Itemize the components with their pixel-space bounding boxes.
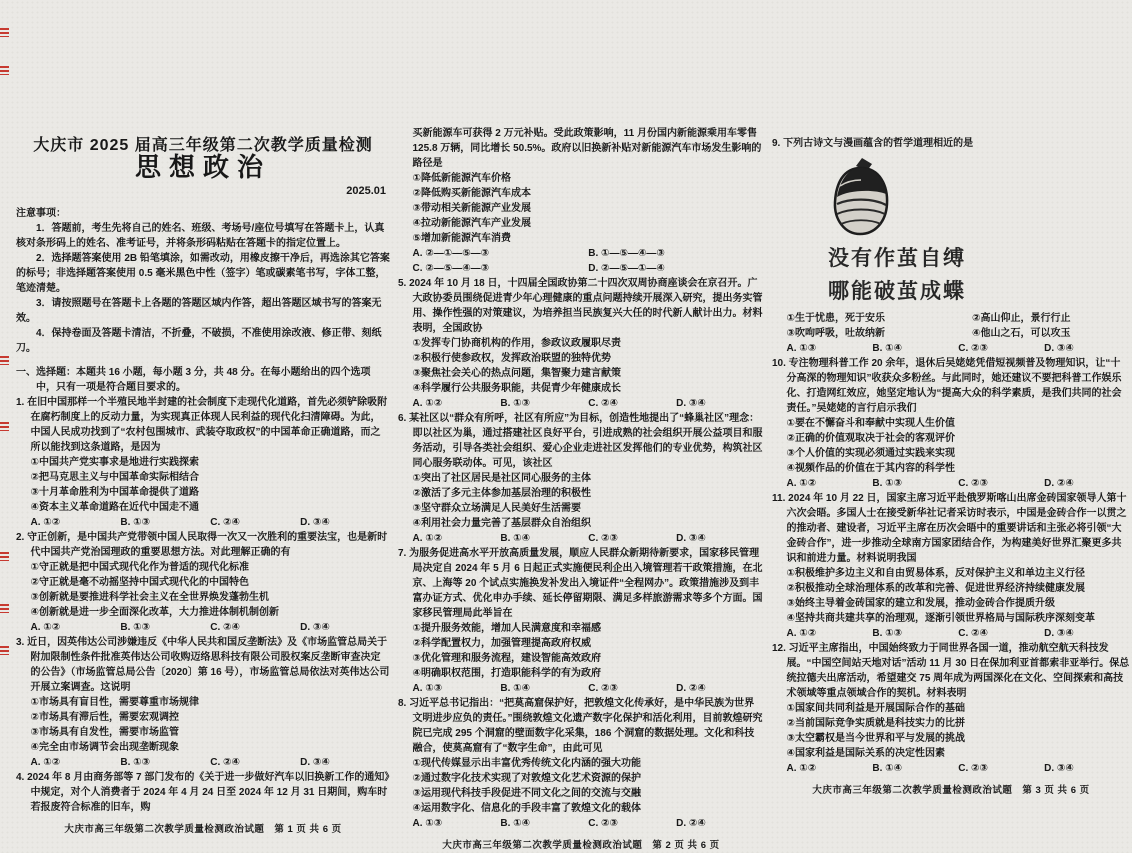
question-options xyxy=(772,341,1130,356)
option-b: B. ①—⑤—④—③ xyxy=(588,248,665,259)
question-stem: 10. 专注物理科普工作 20 余年，退休后吴姥姥凭借短视频普及物理知识，让“十分高深的物理知识”收获众多粉丝。与此同时，她还建议不要把科普工作娱乐化、打造网红效应，她坚定地认为“提高大众的科学素质，是我们共同的社会责任。”吴姥姥的言行启示我们 xyxy=(772,358,1122,414)
question-item: ②把马克思主义与中国革命实际相结合 xyxy=(30,472,199,483)
question-options xyxy=(16,515,390,530)
question-item: ①中国共产党实事求是地进行实践探索 xyxy=(30,457,199,468)
exam-title: 大庆市 2025 届高三年级第二次教学质量检测 xyxy=(33,137,373,154)
question-item: ④拉动新能源汽车产业发展 xyxy=(412,218,531,229)
option-c: C. ②③ xyxy=(588,683,618,694)
option-b: B. ①③ xyxy=(120,757,151,768)
question-item: ④他山之石，可以攻玉 xyxy=(971,328,1071,339)
question-2 xyxy=(16,530,390,635)
red-edge-mark xyxy=(0,28,9,37)
question-options xyxy=(772,476,1130,491)
option-b: B. ①③ xyxy=(120,517,151,528)
question-item: ③吹呴呼吸，吐故纳新 xyxy=(786,328,885,339)
question-item: ①守正就是把中国式现代化作为普适的现代化标准 xyxy=(30,562,249,573)
option-c: C. ②③ xyxy=(958,478,988,489)
question-options xyxy=(16,755,390,770)
option-b: B. ①③ xyxy=(500,398,531,409)
question-11 xyxy=(772,491,1130,641)
question-options xyxy=(398,531,764,546)
question-stem: 9. 下列古诗文与漫画蕴含的哲学道理相近的是 xyxy=(772,138,974,149)
option-c: C. ②④ xyxy=(210,622,240,633)
page-footer: 大庆市高三年级第二次教学质量检测政治试题 第 1 页 共 6 页 xyxy=(64,824,342,835)
question-item: ②积极推动全球治理体系的改革和完善、促进世界经济持续健康发展 xyxy=(786,583,1085,594)
question-stem: 4. 2024 年 8 月由商务部等 7 部门发布的《关于进一步做好汽车以旧换新工作的通知》中规定，对个人消费者于 2024 年 4 月 24 日至 2024 年 12 月 31 日期间，购车时若报废符合标准的旧车，购 xyxy=(16,772,390,813)
question-item: ③十月革命胜利为中国革命提供了道路 xyxy=(30,487,199,498)
question-9 xyxy=(772,136,1130,356)
question-item: ③太空霸权是当今世界和平与发展的挑战 xyxy=(786,733,965,744)
option-a: A. ①② xyxy=(786,763,817,774)
option-a: A. ①② xyxy=(30,622,61,633)
question-item: ③创新就是要推进科学社会主义在全世界焕发蓬勃生机 xyxy=(30,592,269,603)
question-item: ③带动相关新能源产业发展 xyxy=(412,203,531,214)
question-item: ②积极行使参政权，发挥政治联盟的独特优势 xyxy=(412,353,611,364)
question-options xyxy=(398,681,764,696)
question-item: ①市场具有盲目性，需要尊重市场规律 xyxy=(30,697,199,708)
option-d: D. ②④ xyxy=(676,683,706,694)
option-d: D. ②④ xyxy=(676,818,706,829)
question-item: ③始终主导着金砖国家的建立和发展，推动金砖合作提质升级 xyxy=(786,598,1055,609)
page-footer: 大庆市高三年级第二次教学质量检测政治试题 第 3 页 共 6 页 xyxy=(812,785,1090,796)
question-item: ③运用现代科技手段促进不同文化之间的交流与交融 xyxy=(412,788,641,799)
question-10 xyxy=(772,356,1130,491)
notice-item: 1．答题前，考生先将自己的姓名、班级、考场号/座位号填写在答题卡上，认真核对条形码上的姓名、准考证号，并将条形码粘贴在答题卡的指定位置上。 xyxy=(16,223,385,249)
question-item: ③个人价值的实现必须通过实践来实现 xyxy=(786,448,955,459)
red-edge-mark xyxy=(0,604,9,613)
question-item: ②通过数字化技术实现了对敦煌文化艺术资源的保护 xyxy=(412,773,641,784)
option-b: B. ①③ xyxy=(872,628,903,639)
red-edge-mark xyxy=(0,356,9,365)
option-d: D. ②—⑤—①—④ xyxy=(588,263,665,274)
question-options xyxy=(398,261,764,276)
option-c: C. ②③ xyxy=(588,818,618,829)
option-a: A. ①③ xyxy=(412,683,443,694)
question-3 xyxy=(16,635,390,770)
page-2 xyxy=(398,126,764,853)
cartoon-caption-line2: 哪能破茧成蝶 xyxy=(828,280,966,303)
option-c: C. ②③ xyxy=(958,343,988,354)
question-item: ②激活了多元主体参加基层治理的积极性 xyxy=(412,488,591,499)
option-d: D. ②④ xyxy=(1044,478,1074,489)
page-footer: 大庆市高三年级第二次教学质量检测政治试题 第 2 页 共 6 页 xyxy=(442,840,720,851)
question-item: ④坚持共商共建共享的治理观，逐渐引领世界格局与国际秩序深刻变革 xyxy=(786,613,1095,624)
option-c: C. ②④ xyxy=(210,757,240,768)
red-edge-mark xyxy=(0,646,9,655)
page-3 xyxy=(772,136,1130,798)
question-stem: 5. 2024 年 10 月 18 日，十四届全国政协第二十四次双周协商座谈会在京召开。广大政协委员围绕促进青少年心理健康的重点问题持续开展深入研究，提出务实管用、操作性强的对策建议，为培养担当民族复兴大任的时代新人献计出力。材料表明，全国政协 xyxy=(398,278,763,334)
notice-item: 4．保持卷面及答题卡清洁，不折叠，不破损，不准使用涂改液、修正带、刻纸刀。 xyxy=(16,328,382,354)
option-d: D. ③④ xyxy=(1044,628,1074,639)
question-stem: 3. 近日，因英伟达公司涉嫌违反《中华人民共和国反垄断法》及《市场监管总局关于附加限制性条件批准英伟达公司收购迈络思科技有限公司股权案反垄断审查决定的公告》（市场监管总局公告〔2020〕第 16 号），市场监管总局依法对英伟达公司开展立案调查。这说明 xyxy=(16,637,390,693)
question-item: ④资本主义革命道路在近代中国走不通 xyxy=(30,502,199,513)
question-item: ②守正就是毫不动摇坚持中国式现代化的中国特色 xyxy=(30,577,249,588)
option-b: B. ①④ xyxy=(500,683,531,694)
option-a: A. ①② xyxy=(786,628,817,639)
question-item: ①现代传媒显示出丰富优秀传统文化内涵的强大功能 xyxy=(412,758,641,769)
question-item: ②市场具有滞后性，需要宏观调控 xyxy=(30,712,179,723)
cocoon-cartoon xyxy=(828,156,1130,243)
option-a: A. ①② xyxy=(30,517,61,528)
question-item: ④利用社会力量完善了基层群众自治组织 xyxy=(412,518,591,529)
question-item: ③市场具有自发性，需要市场监管 xyxy=(30,727,179,738)
question-4-start xyxy=(16,770,390,815)
option-a: A. ①② xyxy=(412,398,443,409)
question-stem: 2. 守正创新，是中国共产党带领中国人民取得一次又一次胜利的重要法宝，也是新时代中国共产党治国理政的重要思想方法。对此理解正确的有 xyxy=(16,532,388,558)
option-c: C. ②④ xyxy=(958,628,988,639)
question-item: ①发挥专门协商机构的作用，参政议政履职尽责 xyxy=(412,338,621,349)
red-edge-mark xyxy=(0,66,9,75)
question-stem: 1. 在旧中国那样一个半殖民地半封建的社会制度下走现代化道路，首先必须铲除吸附在腐朽制度上的反动力量，为实现真正体现人民利益的现代化扫清障碍。为此，中国人民成功找到了“农村包围城市、武装夺取政权”的中国革命正确道路，而之所以能找到这条道路，是因为 xyxy=(16,397,388,453)
question-item: ②正确的价值观取决于社会的客观评价 xyxy=(786,433,955,444)
question-options xyxy=(398,816,764,831)
option-d: D. ③④ xyxy=(1044,763,1074,774)
exam-date: 2025.01 xyxy=(346,185,386,197)
question-options xyxy=(772,626,1130,641)
option-a: A. ②—①—⑤—③ xyxy=(412,248,490,259)
question-item: ⑤增加新能源汽车消费 xyxy=(412,233,511,244)
question-item: ①要在不懈奋斗和奉献中实现人生价值 xyxy=(786,418,955,429)
option-c: C. ②—⑤—④—③ xyxy=(412,263,490,274)
option-d: D. ③④ xyxy=(1044,343,1074,354)
question-item-row xyxy=(772,311,1130,326)
question-stem-continuation: 买新能源车可获得 2 万元补贴。受此政策影响，11 月份国内新能源乘用车零售 125.8 万辆，同比增长 50.5%。政府以旧换新补贴对新能源汽车市场发生影响的路径是 xyxy=(412,128,762,169)
option-a: A. ①③ xyxy=(412,818,443,829)
question-options xyxy=(398,246,764,261)
question-stem: 6. 某社区以“群众有所呼，社区有所应”为目标，创造性地提出了“蜂巢社区”理念：即以社区为巢，通过搭建社区良好平台，引进成熟的社会组织开展公益项目和服务活动，引导各类社会组织、爱心企业走进社区发挥他们的专业优势，构筑社区同心服务联动体。可见，该社区 xyxy=(398,413,763,469)
option-d: D. ③④ xyxy=(300,517,330,528)
question-item: ②当前国际竞争实质就是科技实力的比拼 xyxy=(786,718,965,729)
question-8 xyxy=(398,696,764,831)
option-d: D. ③④ xyxy=(300,757,330,768)
question-6 xyxy=(398,411,764,546)
cocoon-drawing xyxy=(828,156,894,238)
option-b: B. ①③ xyxy=(120,622,151,633)
question-item: ④创新就是进一步全面深化改革，大力推进体制机制创新 xyxy=(30,607,279,618)
question-1 xyxy=(16,395,390,530)
question-stem: 7. 为服务促进高水平开放高质量发展，顺应人民群众新期待新要求，国家移民管理局决定自 2024 年 5 月 6 日起正式实施便民利企出入境管理若干政策措施，在北京、上海等 20 个试点实施换发补发出入境证件“全程网办”。政策措施涉及到丰富办证方式、优化申办手续、延长停留期限、满足多样旅游需求等多个方面。国家移民管理局此举旨在 xyxy=(398,548,763,619)
option-c: C. ②④ xyxy=(588,398,618,409)
option-d: D. ③④ xyxy=(676,398,706,409)
question-item: ①提升服务效能，增加人民满意度和幸福感 xyxy=(412,623,601,634)
option-c: C. ②④ xyxy=(210,517,240,528)
question-item: ②科学配置权力，加强管理提高政府权威 xyxy=(412,638,591,649)
question-item-row xyxy=(772,326,1130,341)
question-item: ④运用数字化、信息化的手段丰富了敦煌文化的载体 xyxy=(412,803,641,814)
option-b: B. ①③ xyxy=(872,478,903,489)
cartoon-caption-line1: 没有作茧自缚 xyxy=(828,247,966,270)
option-d: D. ③④ xyxy=(300,622,330,633)
option-c: C. ②③ xyxy=(958,763,988,774)
option-b: B. ①④ xyxy=(500,818,531,829)
red-edge-mark xyxy=(0,552,9,561)
question-12 xyxy=(772,641,1130,776)
question-stem: 12. 习近平主席指出，中国始终致力于同世界各国一道，推动航空航天科技发展。“中国空间站天地对话”活动 11 月 30 日在保加利亚首都索非亚举行。保总统拉德夫出席活动，希望建交 75 周年成为两国深化在文化、空间探索和高技术领域等重点领域合作的契机。材料表明 xyxy=(772,643,1130,699)
question-options xyxy=(772,761,1130,776)
question-item: ②降低购买新能源汽车成本 xyxy=(412,188,531,199)
question-5 xyxy=(398,276,764,411)
option-b: B. ①④ xyxy=(500,533,531,544)
notice-item: 2．选择题答案使用 2B 铅笔填涂，如需改动，用橡皮擦干净后，再选涂其它答案的标号；非选择题答案使用 0.5 毫米黑色中性（签字）笔或碳素笔书写，字体工整，笔迹清楚。 xyxy=(16,253,390,294)
page-1 xyxy=(16,138,390,837)
question-options xyxy=(398,396,764,411)
question-stem: 11. 2024 年 10 月 22 日，国家主席习近平赴俄罗斯喀山出席金砖国家领导人第十六次会晤。多国人士在接受新华社记者采访时表示，中国是金砖合作一以贯之的推动者、建设者，习近平主席在历次会晤中的重要讲话和主张必将引领“大金砖合作”，进一步推动全球南方国家团结合作，为构建美好世界汇聚更多共识和前进力量。材料说明我国 xyxy=(772,493,1127,564)
option-c: C. ②③ xyxy=(588,533,618,544)
question-item: ④完全由市场调节会出现垄断现象 xyxy=(30,742,179,753)
question-item: ①突出了社区居民是社区同心服务的主体 xyxy=(412,473,591,484)
exam-subject: 思想政治 xyxy=(134,152,271,182)
option-b: B. ①④ xyxy=(872,763,903,774)
question-item: ①降低新能源汽车价格 xyxy=(412,173,511,184)
question-item: ③聚焦社会关心的热点问题，集智聚力建言献策 xyxy=(412,368,621,379)
question-options xyxy=(16,620,390,635)
question-item: ④科学履行公共服务职能，共促青少年健康成长 xyxy=(412,383,621,394)
section-title: 一、选择题：本题共 16 小题，每小题 3 分，共 48 分。在每小题给出的四个选项中，只有一项是符合题目要求的。 xyxy=(16,367,371,393)
question-item: ①生于忧患，死于安乐 xyxy=(786,313,885,324)
question-item: ②高山仰止，景行行止 xyxy=(971,313,1071,324)
option-a: A. ①② xyxy=(786,478,817,489)
question-7 xyxy=(398,546,764,696)
option-a: A. ①③ xyxy=(786,343,817,354)
question-item: ④视频作品的价值在于其内容的科学性 xyxy=(786,463,955,474)
notice-heading: 注意事项： xyxy=(16,208,66,219)
option-d: D. ③④ xyxy=(676,533,706,544)
question-item: ④明确职权范围，打造职能科学的有为政府 xyxy=(412,668,601,679)
question-item: ③优化管理和服务流程，建设智能高效政府 xyxy=(412,653,601,664)
question-item: ①积极维护多边主义和自由贸易体系，反对保护主义和单边主义行径 xyxy=(786,568,1085,579)
question-item: ④国家利益是国际关系的决定性因素 xyxy=(786,748,945,759)
option-b: B. ①④ xyxy=(872,343,903,354)
question-item: ③坚守群众立场满足人民美好生活需要 xyxy=(412,503,581,514)
option-a: A. ①② xyxy=(412,533,443,544)
question-stem: 8. 习近平总书记指出：“把莫高窟保护好，把敦煌文化传承好，是中华民族为世界文明进步应负的责任。”围绕敦煌文化遗产数字化保护和活化利用，目前敦煌研究院已完成 295 个洞窟的壁面数字化采集，186 个洞窟的数据处理。文化和科技融合，使莫高窟有了“数字生命”，由此可见 xyxy=(398,698,763,754)
red-edge-mark xyxy=(0,422,9,431)
notice-item: 3．请按照题号在答题卡上各题的答题区域内作答，超出答题区域书写的答案无效。 xyxy=(16,298,382,324)
option-a: A. ①② xyxy=(30,757,61,768)
question-item: ①国家间共同利益是开展国际合作的基础 xyxy=(786,703,965,714)
question-4-continued xyxy=(398,126,764,276)
